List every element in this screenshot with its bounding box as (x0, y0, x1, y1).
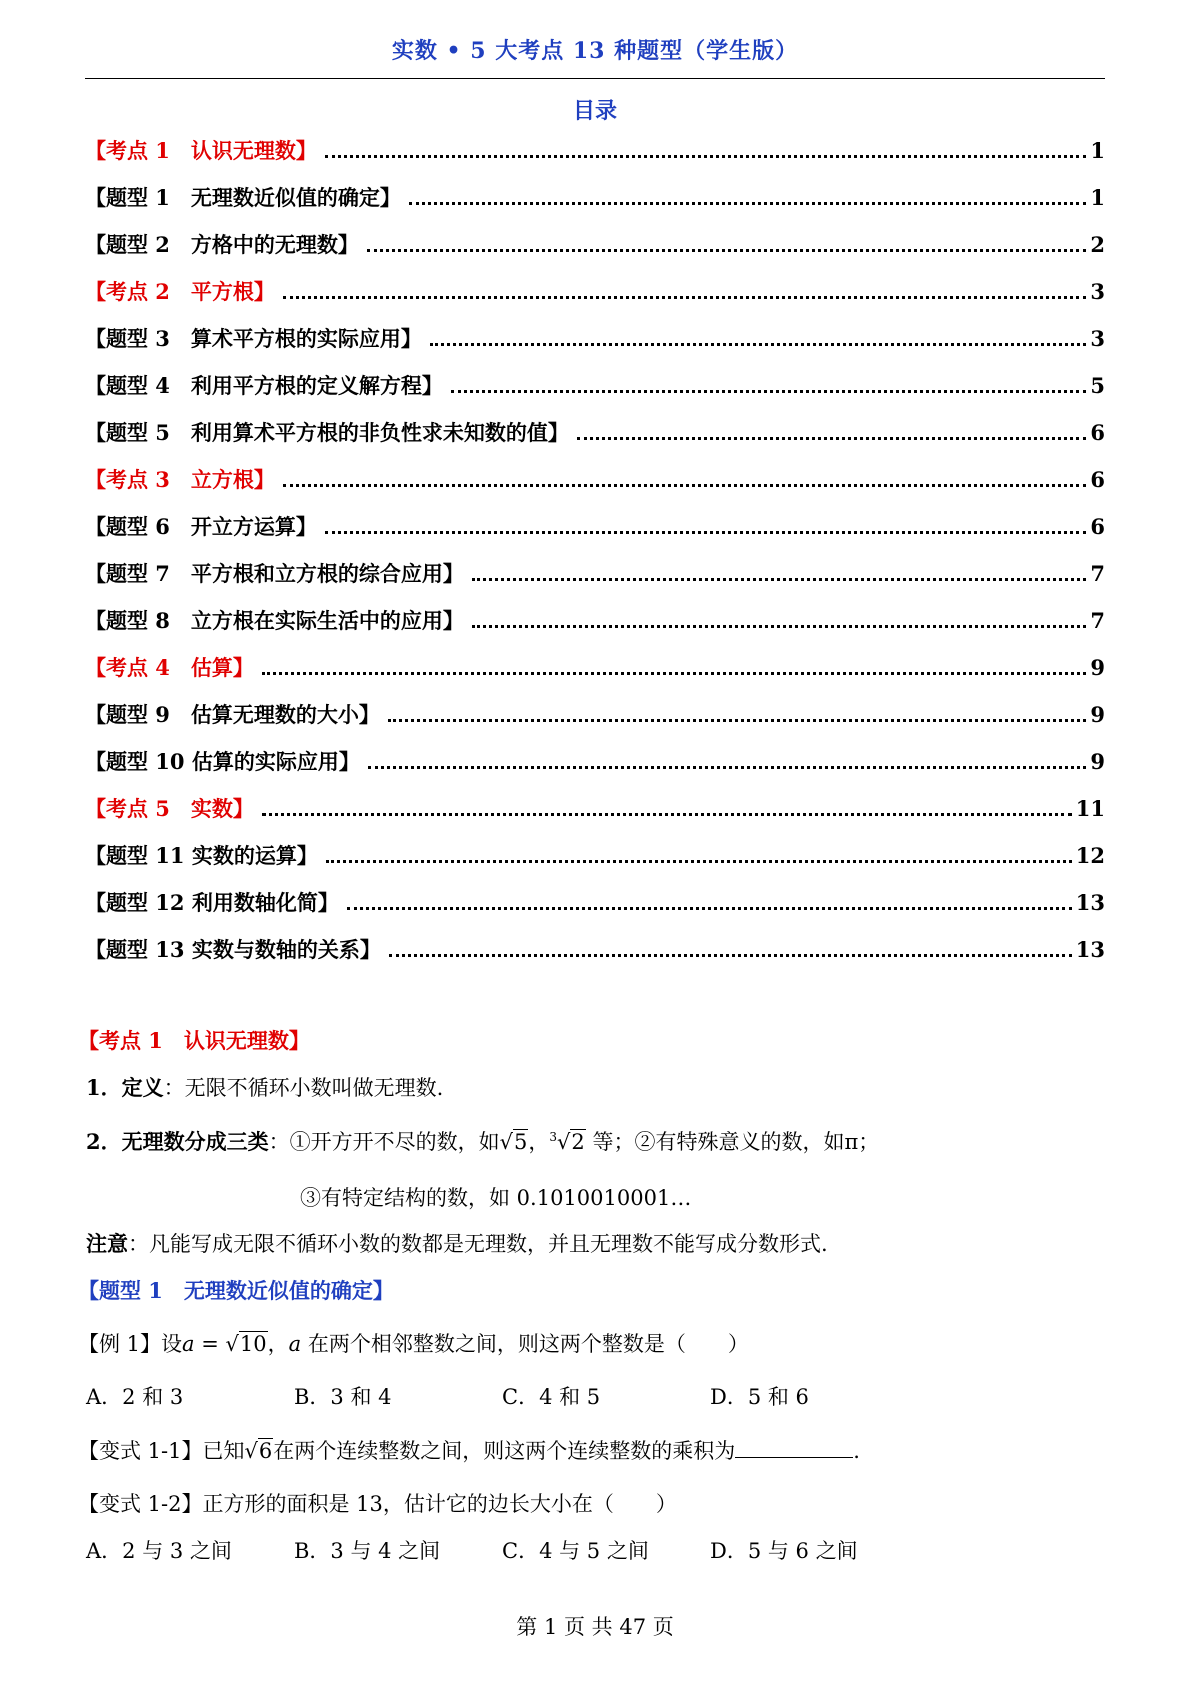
example-1-options (86, 1381, 918, 1411)
document-title: 实数 • 5 大考点 13 种题型（学生版） (391, 38, 799, 64)
definition-text: ：无限不循环小数叫做无理数. (163, 1076, 444, 1100)
toc-leader-dots (367, 249, 1086, 252)
example-1 (78, 1328, 749, 1358)
toc-entry-label: 【题型 5 利用算术平方根的非负性求未知数的值】 (85, 420, 569, 445)
toc-entry-label: 【题型 13 实数与数轴的关系】 (85, 937, 381, 962)
toc-entry-page: 3 (1090, 326, 1105, 351)
toc-entry[interactable] (85, 135, 1105, 182)
toc-leader-dots (283, 484, 1086, 487)
option-d: D．5 和 6 (710, 1385, 809, 1409)
toc-leader-dots (388, 719, 1086, 722)
toc-entry[interactable] (85, 652, 1105, 699)
toc-leader-dots (262, 813, 1072, 816)
cube-root-two: $^3$√2 (549, 1130, 585, 1154)
variable-a: a (182, 1332, 195, 1356)
toc-entry-page: 1 (1090, 185, 1105, 210)
classification-label: 2．无理数分成三类 (86, 1129, 269, 1154)
toc-entry-label: 【题型 10 估算的实际应用】 (85, 749, 360, 774)
separator: ， (528, 1130, 550, 1154)
sqrt-ten: √10 (225, 1332, 267, 1356)
toc-entry-label: 【题型 4 利用平方根的定义解方程】 (85, 373, 443, 398)
toc-entry-label: 【考点 1 认识无理数】 (85, 138, 317, 163)
toc-entry-page: 9 (1090, 702, 1105, 727)
toc-entry-page: 1 (1090, 138, 1105, 163)
header-divider (85, 78, 1105, 79)
classification-line-3: ③有特定结构的数，如 0.1010010001… (300, 1186, 692, 1210)
sqrt-five: √5 (499, 1130, 528, 1154)
toc-entry-label: 【考点 5 实数】 (85, 796, 254, 821)
toc-entry[interactable] (85, 511, 1105, 558)
option-c: C．4 与 5 之间 (502, 1539, 649, 1563)
toc-entry-page: 7 (1090, 561, 1105, 586)
toc-heading: 目录 (572, 98, 617, 124)
toc-entry-page: 13 (1075, 937, 1105, 962)
toc-leader-dots (283, 296, 1086, 299)
toc-leader-dots (409, 202, 1086, 205)
note-label: 注意 (86, 1231, 128, 1256)
toc-leader-dots (325, 155, 1086, 158)
variant-1-2-options (86, 1535, 918, 1565)
toc-entry[interactable] (85, 417, 1105, 464)
toc-entry[interactable] (85, 558, 1105, 605)
toc-entry[interactable] (85, 182, 1105, 229)
toc-entry-label: 【题型 7 平方根和立方根的综合应用】 (85, 561, 464, 586)
toc-leader-dots (451, 390, 1086, 393)
toc-leader-dots (577, 437, 1086, 440)
toc-leader-dots (326, 860, 1072, 863)
toc-entry-page: 5 (1090, 373, 1105, 398)
toc-entry[interactable] (85, 323, 1105, 370)
toc-entry-page: 6 (1090, 420, 1105, 445)
toc-leader-dots (368, 766, 1087, 769)
note-line (86, 1228, 828, 1258)
toc-leader-dots (347, 907, 1072, 910)
page-footer: 第 1 页 共 47 页 (516, 1615, 674, 1639)
toc-entry[interactable] (85, 840, 1105, 887)
toc-leader-dots (430, 343, 1086, 346)
example-prefix: 【例 1】设 (78, 1332, 183, 1356)
classification-text-b: 等；②有特殊意义的数，如π； (585, 1130, 880, 1154)
toc-entry-label: 【题型 1 无理数近似值的确定】 (85, 185, 401, 210)
toc-entry-page: 6 (1090, 514, 1105, 539)
example-text: 在两个相邻整数之间，则这两个整数是（ ） (301, 1332, 749, 1356)
toc-entry-label: 【题型 3 算术平方根的实际应用】 (85, 326, 422, 351)
option-a: A．2 和 3 (86, 1385, 184, 1409)
variable-a-2: a (288, 1332, 302, 1356)
table-of-contents (85, 135, 1105, 981)
option-b: B．3 与 4 之间 (294, 1539, 441, 1563)
toc-entry[interactable] (85, 887, 1105, 934)
variant-1-1 (78, 1435, 860, 1465)
toc-leader-dots (472, 578, 1086, 581)
classification-line (86, 1126, 879, 1156)
toc-entry[interactable] (85, 746, 1105, 793)
toc-entry-page: 9 (1090, 749, 1105, 774)
toc-leader-dots (389, 954, 1072, 957)
option-b: B．3 和 4 (294, 1385, 392, 1409)
toc-entry-label: 【考点 4 估算】 (85, 655, 254, 680)
toc-entry-page: 12 (1075, 843, 1105, 868)
period: . (853, 1439, 860, 1463)
toc-entry-page: 2 (1090, 232, 1105, 257)
toc-entry[interactable] (85, 934, 1105, 981)
sqrt-six: √6 (244, 1439, 273, 1463)
toc-entry[interactable] (85, 699, 1105, 746)
toc-leader-dots (472, 625, 1086, 628)
definition-label: 1．定义 (86, 1075, 164, 1100)
toc-entry[interactable] (85, 229, 1105, 276)
toc-leader-dots (325, 531, 1086, 534)
toc-entry-page: 11 (1075, 796, 1105, 821)
toc-entry[interactable] (85, 276, 1105, 323)
toc-entry-label: 【题型 8 立方根在实际生活中的应用】 (85, 608, 464, 633)
toc-entry-page: 13 (1075, 890, 1105, 915)
equals: = (194, 1332, 226, 1356)
classification-text: ：①开方开不尽的数，如 (268, 1130, 500, 1154)
tixing-heading: 【题型 1 无理数近似值的确定】 (78, 1278, 394, 1303)
toc-entry-label: 【题型 9 估算无理数的大小】 (85, 702, 380, 727)
option-d: D．5 与 6 之间 (710, 1539, 858, 1563)
section-heading: 【考点 1 认识无理数】 (78, 1028, 310, 1053)
toc-entry-label: 【考点 3 立方根】 (85, 467, 275, 492)
note-text: ：凡能写成无限不循环小数的数都是无理数，并且无理数不能写成分数形式. (128, 1232, 828, 1256)
option-c: C．4 和 5 (502, 1385, 601, 1409)
toc-entry-label: 【题型 2 方格中的无理数】 (85, 232, 359, 257)
toc-entry-page: 9 (1090, 655, 1105, 680)
variant-1-2: 【变式 1-2】正方形的面积是 13，估计它的边长大小在（ ） (78, 1492, 677, 1516)
toc-entry[interactable] (85, 793, 1105, 840)
comma: ， (267, 1332, 289, 1356)
toc-entry[interactable] (85, 605, 1105, 652)
toc-entry-page: 6 (1090, 467, 1105, 492)
variant-prefix: 【变式 1-1】已知 (78, 1439, 245, 1463)
toc-entry-label: 【考点 2 平方根】 (85, 279, 275, 304)
toc-entry[interactable] (85, 370, 1105, 417)
toc-entry-page: 7 (1090, 608, 1105, 633)
toc-leader-dots (262, 672, 1086, 675)
option-a: A．2 与 3 之间 (86, 1539, 232, 1563)
definition-line (86, 1072, 443, 1102)
answer-blank[interactable] (735, 1439, 853, 1458)
toc-entry-label: 【题型 12 利用数轴化简】 (85, 890, 339, 915)
variant-text: 在两个连续整数之间，则这两个连续整数的乘积为 (273, 1439, 736, 1463)
toc-entry-label: 【题型 6 开立方运算】 (85, 514, 317, 539)
toc-entry-page: 3 (1090, 279, 1105, 304)
toc-entry-label: 【题型 11 实数的运算】 (85, 843, 318, 868)
toc-entry[interactable] (85, 464, 1105, 511)
